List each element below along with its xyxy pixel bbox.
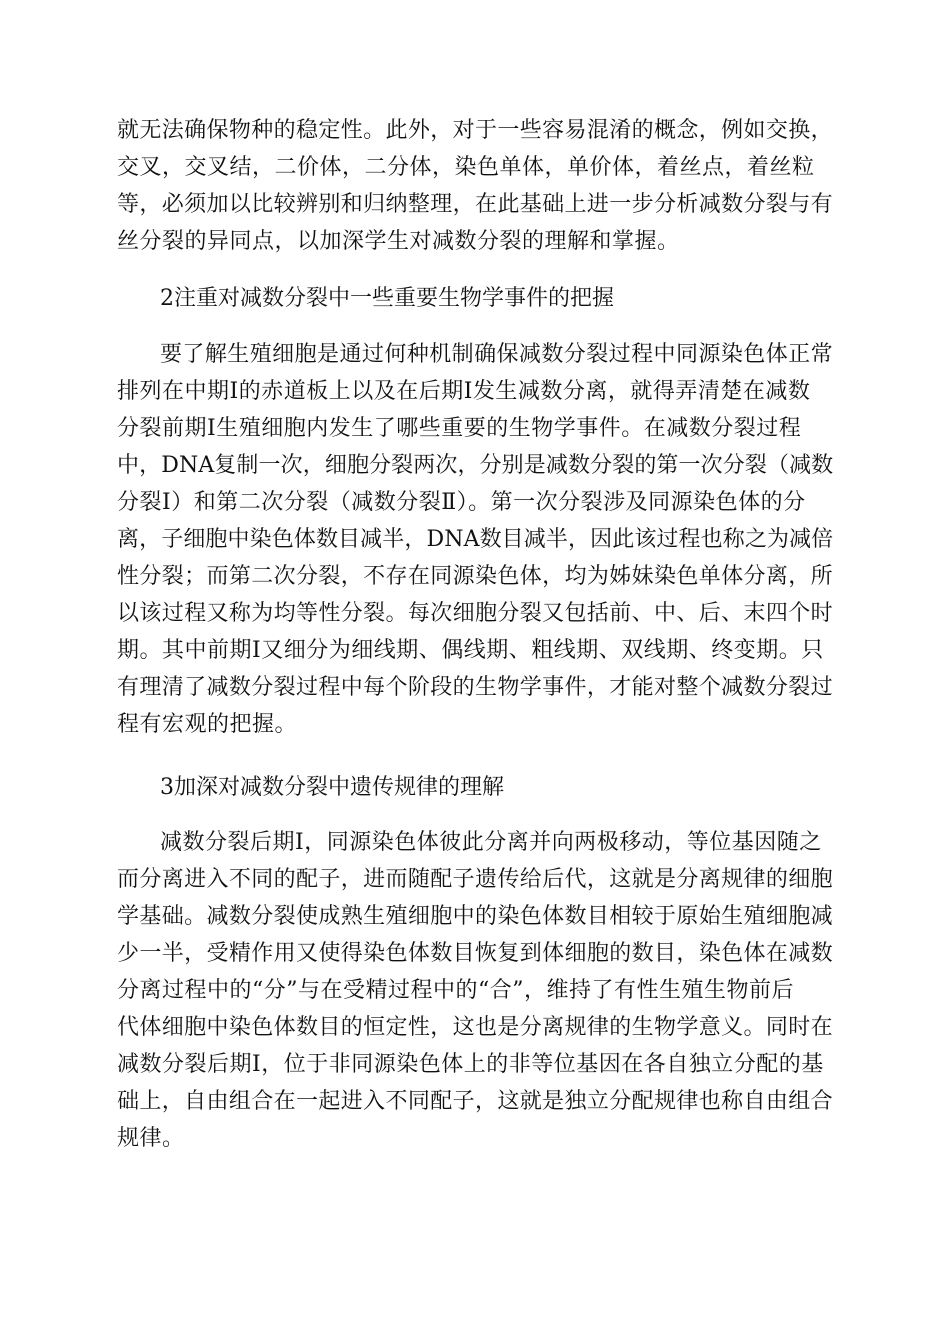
text-line: 分裂Ⅰ）和第二次分裂（减数分裂Ⅱ）。第一次分裂涉及同源染色体的分 <box>117 490 806 515</box>
text-line: 分裂前期Ⅰ生殖细胞内发生了哪些重要的生物学事件。在减数分裂过程 <box>117 416 802 441</box>
text-line: 分离过程中的“分”与在受精过程中的“合”，维持了有性生殖生物前后 <box>117 978 794 1003</box>
text-line: 期。其中前期Ⅰ又细分为细线期、偶线期、粗线期、双线期、终变期。只 <box>117 638 824 663</box>
text-line: 而分离进入不同的配子，进而随配子遗传给后代，这就是分离规律的细胞 <box>117 867 834 892</box>
text-line: 等，必须加以比较辨别和归纳整理，在此基础上进一步分析减数分裂与有 <box>117 192 834 217</box>
text-line: 代体细胞中染色体数目的恒定性，这也是分离规律的生物学意义。同时在 <box>117 1015 834 1040</box>
text-line: 规律。 <box>117 1126 185 1151</box>
section-heading-2: 2注重对减数分裂中一些重要生物学事件的把握 <box>160 286 614 311</box>
text-line: 丝分裂的异同点，以加深学生对减数分裂的理解和掌握。 <box>117 229 680 254</box>
text-line: 学基础。减数分裂使成熟生殖细胞中的染色体数目相较于原始生殖细胞减 <box>117 904 834 929</box>
text-line: 础上，自由组合在一起进入不同配子，这就是独立分配规律也称自由组合 <box>117 1089 834 1114</box>
text-line: 离，子细胞中染色体数目减半，DNA数目减半，因此该过程也称之为减倍 <box>117 527 834 552</box>
text-line: 有理清了减数分裂过程中每个阶段的生物学事件，才能对整个减数分裂过 <box>117 675 834 700</box>
text-line: 要了解生殖细胞是通过何种机制确保减数分裂过程中同源染色体正常 <box>160 342 834 367</box>
text-line: 交叉，交叉结，二价体，二分体，染色单体，单价体，着丝点，着丝粒 <box>117 155 815 180</box>
text-line: 就无法确保物种的稳定性。此外，对于一些容易混淆的概念，例如交换， <box>117 118 834 143</box>
text-line: 减数分裂后期Ⅰ，位于非同源染色体上的非等位基因在各自独立分配的基 <box>117 1052 824 1077</box>
text-line: 中，DNA复制一次，细胞分裂两次，分别是减数分裂的第一次分裂（减数 <box>117 453 834 478</box>
section-heading-3: 3加深对减数分裂中遗传规律的理解 <box>160 775 504 800</box>
text-line: 性分裂；而第二次分裂，不存在同源染色体，均为姊妹染色单体分离，所 <box>117 564 834 589</box>
text-line: 程有宏观的把握。 <box>117 712 298 737</box>
text-line: 少一半，受精作用又使得染色体数目恢复到体细胞的数目，染色体在减数 <box>117 941 834 966</box>
text-line: 排列在中期Ⅰ的赤道板上以及在后期Ⅰ发生减数分离，就得弄清楚在减数 <box>117 379 811 404</box>
text-line: 减数分裂后期Ⅰ，同源染色体彼此分离并向两极移动，等位基因随之 <box>160 830 822 855</box>
text-line: 以该过程又称为均等性分裂。每次细胞分裂又包括前、中、后、末四个时 <box>117 601 834 626</box>
